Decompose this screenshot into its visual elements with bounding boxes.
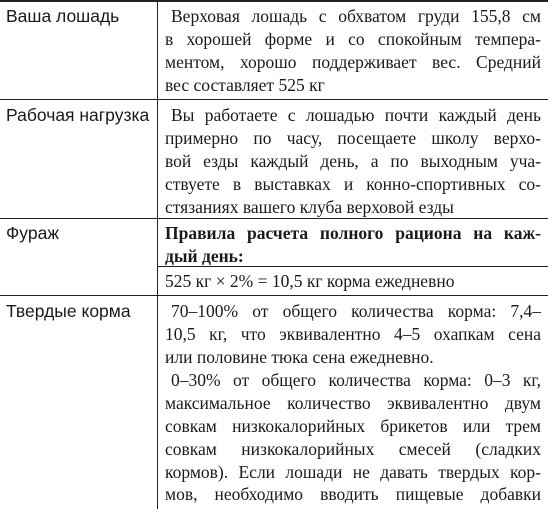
text-line: или половине тюка сена ежедневно. xyxy=(165,346,434,367)
forage-rule-heading xyxy=(165,222,541,268)
text-line: Правила расчета полного рациона на каж- xyxy=(165,223,541,243)
formula-text: 525 кг × 2% = 10,5 кг корма ежедневно xyxy=(165,271,455,291)
hard-feed-paragraph-2 xyxy=(165,369,541,506)
row-content-horse xyxy=(165,5,541,97)
row-label-forage: Фураж xyxy=(6,223,60,243)
row-label-hard-feed: Твердые корма xyxy=(6,301,131,321)
text-line: 10,5 кг, что эквивалентно 4–5 охапкам сена xyxy=(165,323,541,344)
text-line: мов, необходимо вводить пищевые добавки xyxy=(165,484,541,505)
text-line: вой езды каждый день, а по выходным уча- xyxy=(165,150,541,171)
text-line: ствуете в выставках и конно-спортивных со- xyxy=(165,173,541,194)
row-divider-3 xyxy=(0,295,548,296)
table-top-border xyxy=(0,0,548,2)
row-content-workload xyxy=(165,104,541,218)
forage-formula xyxy=(165,270,541,293)
text-line: совкам низкокалорийных брикетов или трем xyxy=(165,415,541,436)
row-label-workload: Рабочая нагрузка xyxy=(6,105,150,125)
text-line: кормов). Если лошади не давать твердых кор- xyxy=(165,461,541,482)
text-line: в хорошей форме и со спокойным темпера- xyxy=(165,28,541,49)
hard-feed-paragraph-1 xyxy=(165,300,541,369)
row-divider-1 xyxy=(0,99,548,100)
text-line: Верховая лошадь с обхватом груди 155,8 см xyxy=(171,6,541,26)
text-line: примерно по часу, посещаете школу верхо- xyxy=(165,127,541,148)
text-line: стязаниях вашего клуба верховой езды xyxy=(165,196,454,217)
text-line: Вы работаете с лошадью почти каждый день xyxy=(171,105,541,125)
text-line: 0–30% от общего количества корма: 0–3 кг, xyxy=(171,370,541,390)
text-line: ментом, хорошо поддерживает вес. Средний xyxy=(165,51,541,72)
text-line: совкам низкокалорийных смесей (сладких xyxy=(165,438,541,459)
column-divider xyxy=(157,0,158,509)
text-line: максимальное количество эквивалентно двум xyxy=(165,392,541,413)
text-line: вес составляет 525 кг xyxy=(165,74,325,95)
row-label-horse: Ваша лошадь xyxy=(6,6,120,26)
text-line: 70–100% от общего количества корма: 7,4– xyxy=(171,301,541,321)
text-line: дый день: xyxy=(165,245,244,266)
